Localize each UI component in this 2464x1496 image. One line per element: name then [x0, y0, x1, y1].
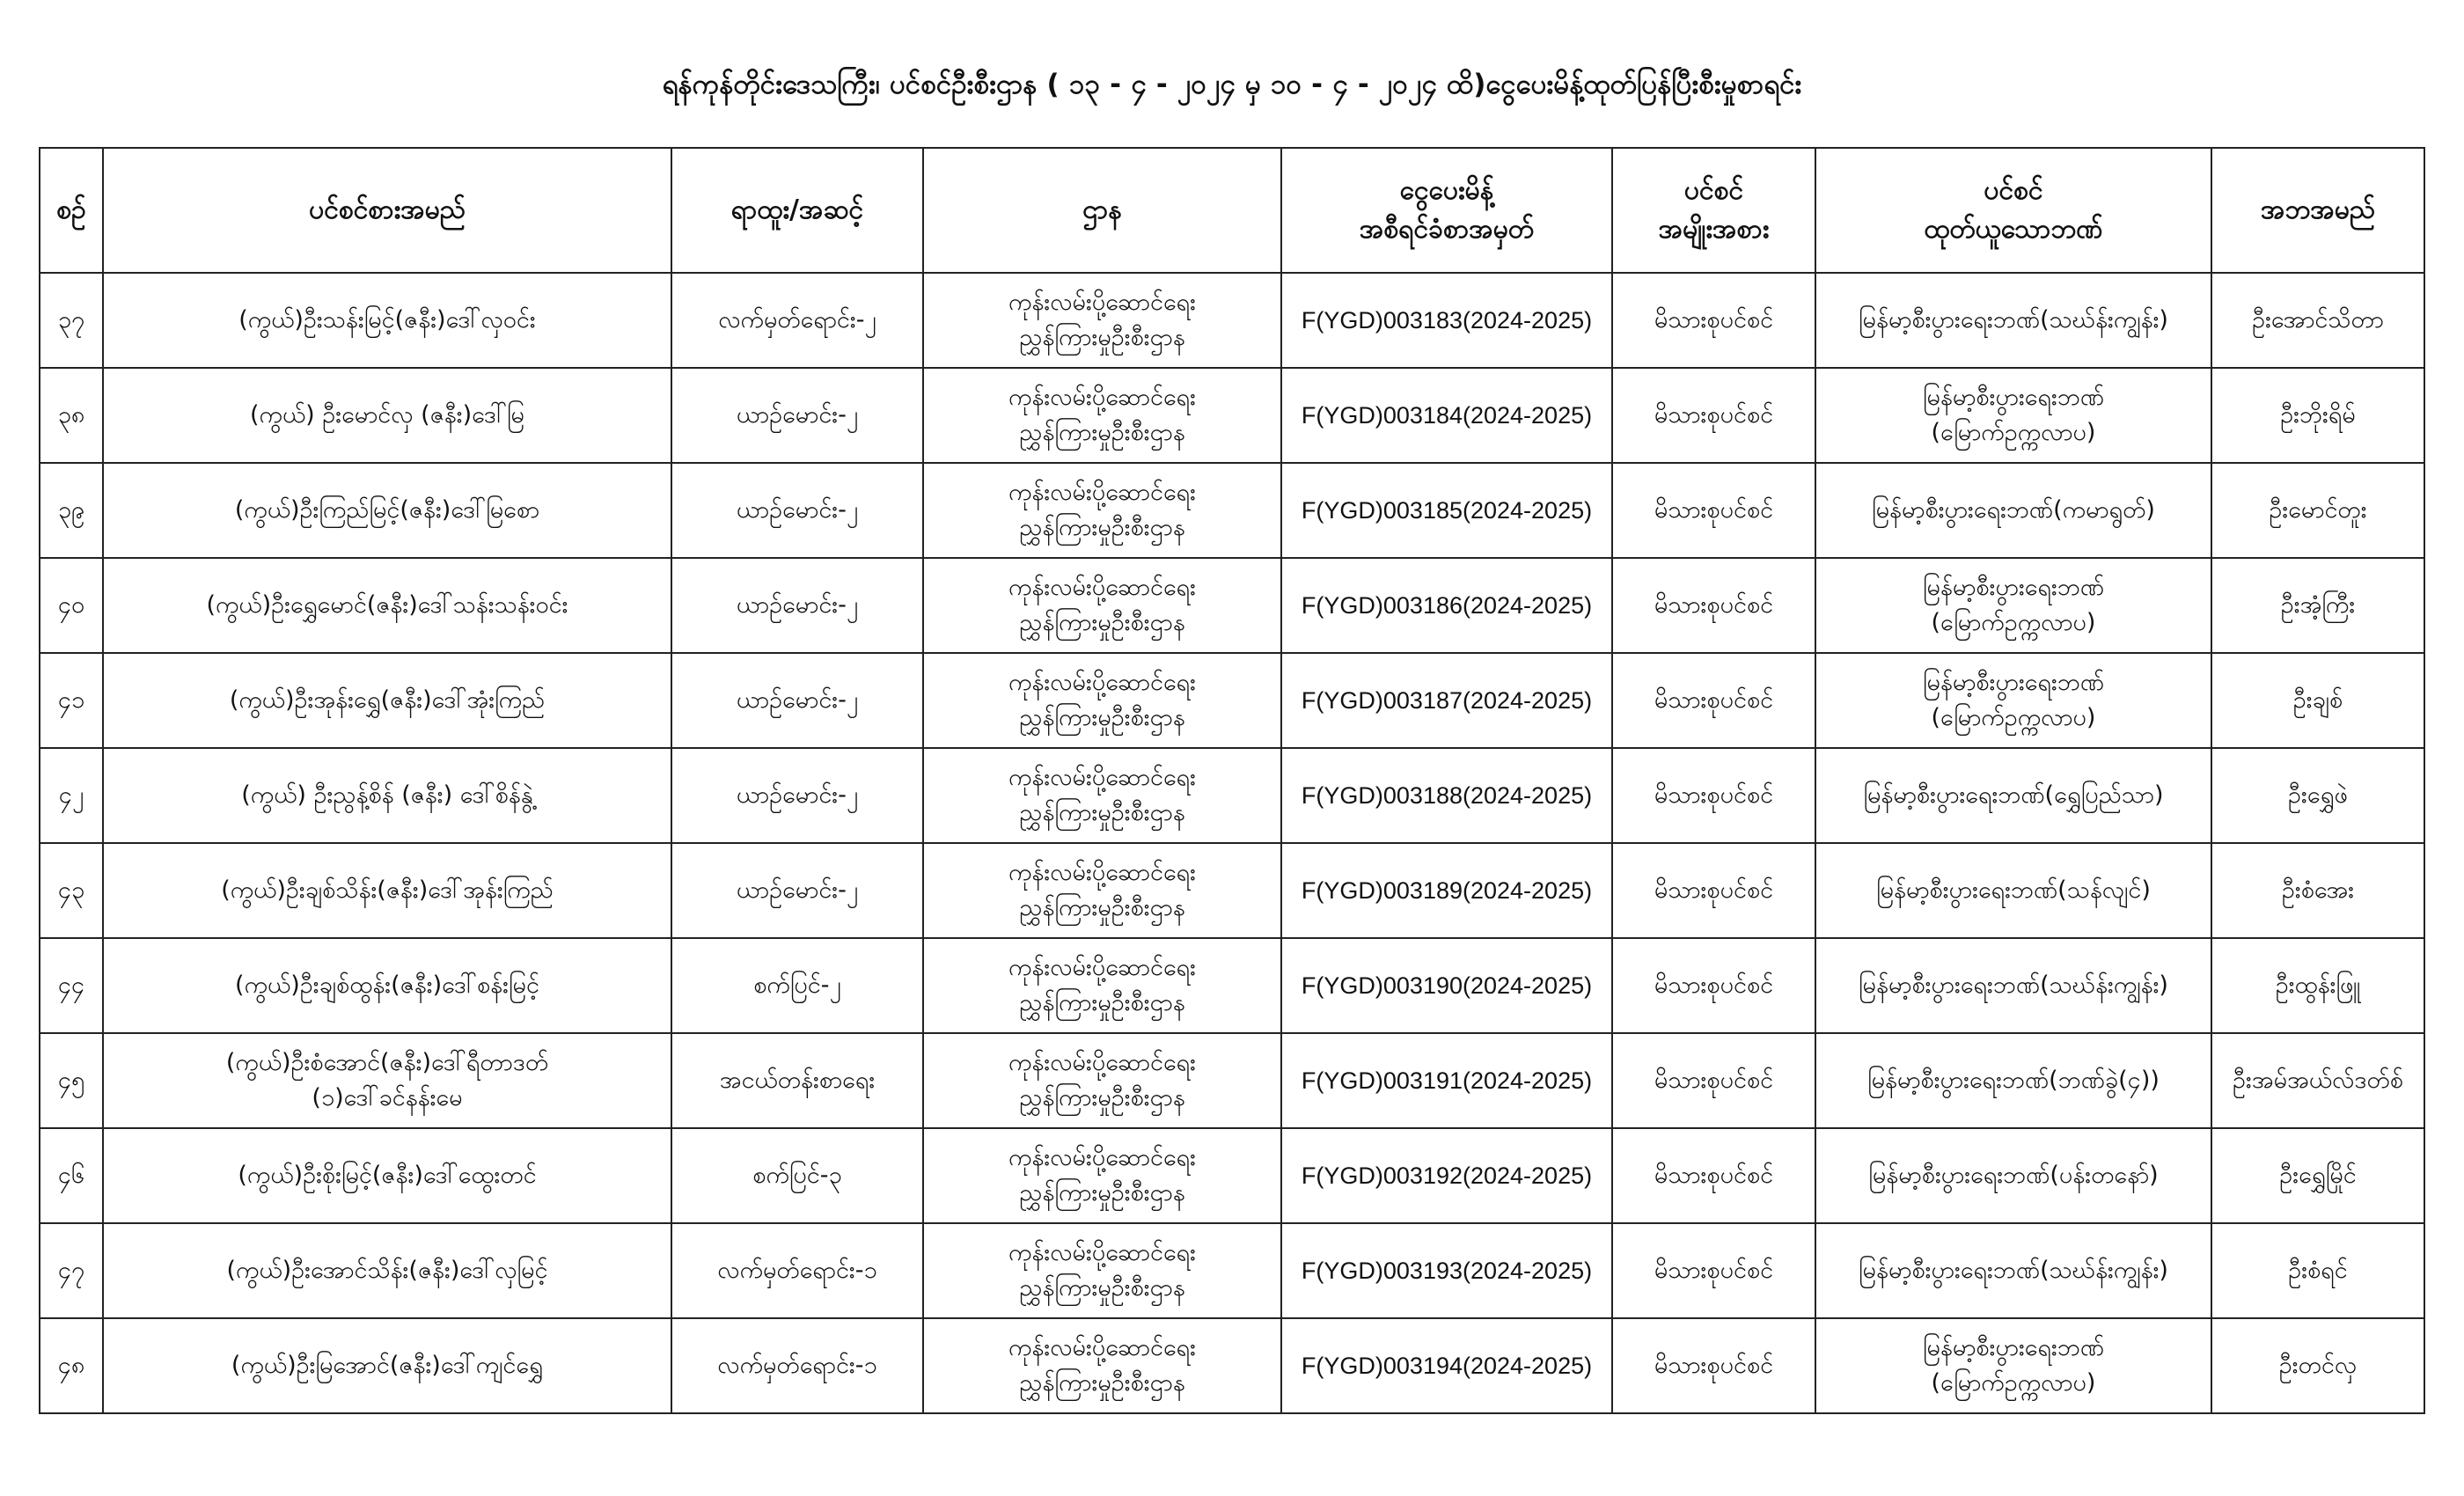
cell-department: [923, 463, 1281, 558]
cell-pension-type: မိသားစုပင်စင်: [1612, 1033, 1815, 1128]
cell-department: [923, 1223, 1281, 1318]
table-row: [40, 748, 2424, 843]
cell-bank-line1: မြန်မာ့စီးပွားရေးဘဏ်(သန်လျင်): [1876, 876, 2151, 904]
cell-no: ၃၇: [40, 273, 103, 368]
cell-department-line1: ကုန်းလမ်းပို့ဆောင်ရေး: [1008, 479, 1197, 506]
header-pension-type-line1: ပင်စင်: [1683, 175, 1744, 206]
cell-pension-type: မိသားစုပင်စင်: [1612, 558, 1815, 653]
cell-father: ဦးရွှေဖဲ: [2211, 748, 2424, 843]
cell-rank: လက်မှတ်ရောင်း-၂: [671, 273, 923, 368]
cell-rank: လက်မှတ်ရောင်း-၁: [671, 1318, 923, 1413]
cell-pension-type: မိသားစုပင်စင်: [1612, 1318, 1815, 1413]
cell-father: ဦးချစ်: [2211, 653, 2424, 748]
cell-father: ဦးဘိုးရိမ်: [2211, 368, 2424, 463]
cell-bank-line2: (မြောက်ဥက္ကလာပ): [1931, 704, 2096, 731]
cell-rank: စက်ပြင်-၂: [671, 938, 923, 1033]
cell-payment-order: F(YGD)003185(2024-2025): [1281, 463, 1612, 558]
cell-no: ၃၈: [40, 368, 103, 463]
cell-bank-line2: (မြောက်ဥက္ကလာပ): [1931, 1369, 2096, 1397]
cell-name-line1: (ကွယ်)ဦးစံအောင်(ဇနီး)ဒေါ်ရီတာဒတ်: [225, 1049, 549, 1076]
cell-father: ဦးအောင်သိတာ: [2211, 273, 2424, 368]
table-row: [40, 938, 2424, 1033]
cell-department-line2: ညွှန်ကြားမှုဦးစီးဌာန: [1019, 894, 1185, 921]
cell-name: [103, 653, 671, 748]
cell-bank-line1: မြန်မာ့စီးပွားရေးဘဏ်(ဘဏ်ခွဲ(၄)): [1867, 1067, 2160, 1094]
cell-name-line1: (ကွယ်)ဦးရွှေမောင်(ဇနီး)ဒေါ်သန်းသန်းဝင်း: [206, 591, 568, 619]
cell-payment-order: F(YGD)003186(2024-2025): [1281, 558, 1612, 653]
cell-father: ဦးအမ်အယ်လ်ဒတ်စ်: [2211, 1033, 2424, 1128]
cell-department: [923, 748, 1281, 843]
cell-name-line1: (ကွယ်)ဦးသန်းမြင့်(ဇနီး)ဒေါ်လှဝင်း: [238, 306, 536, 334]
cell-department: [923, 558, 1281, 653]
cell-name: [103, 1128, 671, 1223]
cell-no: ၄၈: [40, 1318, 103, 1413]
table-body: [40, 273, 2424, 1413]
cell-department-line1: ကုန်းလမ်းပို့ဆောင်ရေး: [1008, 574, 1197, 601]
cell-department: [923, 843, 1281, 938]
cell-no: ၄၇: [40, 1223, 103, 1318]
cell-department-line2: ညွှန်ကြားမှုဦးစီးဌာန: [1019, 704, 1185, 731]
header-pension-type-line2: အမျိုးအစား: [1658, 214, 1770, 245]
cell-department: [923, 653, 1281, 748]
cell-department-line2: ညွှန်ကြားမှုဦးစီးဌာန: [1019, 989, 1185, 1016]
cell-father: ဦးမောင်တူး: [2211, 463, 2424, 558]
cell-name-line2: (၁)ဒေါ်ခင်နန်းမေ: [312, 1084, 463, 1111]
cell-payment-order: F(YGD)003190(2024-2025): [1281, 938, 1612, 1033]
cell-name-line1: (ကွယ်)ဦးချစ်ထွန်း(ဇနီး)ဒေါ်စန်းမြင့်: [235, 972, 539, 999]
table-row: [40, 273, 2424, 368]
cell-department-line1: ကုန်းလမ်းပို့ဆောင်ရေး: [1008, 1239, 1197, 1266]
cell-bank: [1815, 653, 2211, 748]
cell-no: ၄၃: [40, 843, 103, 938]
table-row: [40, 843, 2424, 938]
cell-department: [923, 368, 1281, 463]
cell-pension-type: မိသားစုပင်စင်: [1612, 1223, 1815, 1318]
cell-name: [103, 938, 671, 1033]
cell-rank: ယာဉ်မောင်း-၂: [671, 653, 923, 748]
table-row: [40, 558, 2424, 653]
cell-name-line1: (ကွယ်)ဦးအုန်းရွှေ(ဇနီး)ဒေါ်အုံးကြည်: [229, 686, 546, 714]
header-department: ဌာန: [923, 148, 1281, 273]
cell-pension-type: မိသားစုပင်စင်: [1612, 463, 1815, 558]
cell-bank: [1815, 1033, 2211, 1128]
cell-department-line2: ညွှန်ကြားမှုဦးစီးဌာန: [1019, 799, 1185, 826]
table-row: [40, 1318, 2424, 1413]
cell-rank: ယာဉ်မောင်း-၂: [671, 463, 923, 558]
cell-no: ၃၉: [40, 463, 103, 558]
cell-bank: [1815, 273, 2211, 368]
cell-payment-order: F(YGD)003194(2024-2025): [1281, 1318, 1612, 1413]
cell-name: [103, 1318, 671, 1413]
cell-rank: ယာဉ်မောင်း-၂: [671, 558, 923, 653]
cell-bank: [1815, 558, 2211, 653]
table-row: [40, 1223, 2424, 1318]
cell-rank: ယာဉ်မောင်း-၂: [671, 748, 923, 843]
cell-no: ၄၆: [40, 1128, 103, 1223]
header-bank-line2: ထုတ်ယူသောဘဏ်: [1924, 214, 2103, 245]
header-father: အဘအမည်: [2211, 148, 2424, 273]
cell-father: ဦးစံရင်: [2211, 1223, 2424, 1318]
cell-pension-type: မိသားစုပင်စင်: [1612, 653, 1815, 748]
cell-name: [103, 463, 671, 558]
cell-name-line1: (ကွယ်) ဦးမောင်လှ (ဇနီး)ဒေါ်မြ: [250, 401, 524, 429]
cell-department-line1: ကုန်းလမ်းပို့ဆောင်ရေး: [1008, 1144, 1197, 1171]
cell-payment-order: F(YGD)003191(2024-2025): [1281, 1033, 1612, 1128]
cell-rank: ယာဉ်မောင်း-၂: [671, 843, 923, 938]
cell-no: ၄၂: [40, 748, 103, 843]
cell-rank: အငယ်တန်းစာရေး: [671, 1033, 923, 1128]
header-no: စဉ်: [40, 148, 103, 273]
page-title: ရန်ကုန်တိုင်းဒေသကြီး၊ ပင်စင်ဦးစီးဌာန ( ၁၃ - ၄ - ၂၀၂၄ မှ ၁၀ - ၄ - ၂၀၂၄ ထိ)ငွေပေးမိန့်ထုတ်ပြန်ပြီးစီးမှုစာရင်း: [662, 69, 1802, 100]
cell-department-line2: ညွှန်ကြားမှုဦးစီးဌာန: [1019, 419, 1185, 446]
header-pension-type: [1612, 148, 1815, 273]
header-bank-line1: ပင်စင်: [1984, 175, 2043, 206]
cell-name: [103, 1223, 671, 1318]
cell-payment-order: F(YGD)003192(2024-2025): [1281, 1128, 1612, 1223]
cell-pension-type: မိသားစုပင်စင်: [1612, 843, 1815, 938]
cell-department: [923, 1033, 1281, 1128]
cell-name-line1: (ကွယ်) ဦးညွန့်စိန် (ဇနီး) ဒေါ်စိန်နွဲ့: [241, 781, 533, 809]
cell-bank: [1815, 748, 2211, 843]
cell-father: ဦးစံအေး: [2211, 843, 2424, 938]
cell-bank: [1815, 463, 2211, 558]
cell-bank-line1: မြန်မာ့စီးပွားရေးဘဏ်(သဃ်န်းကျွန်း): [1859, 1257, 2168, 1284]
cell-bank-line1: မြန်မာ့စီးပွားရေးဘဏ်(သဃ်န်းကျွန်း): [1859, 972, 2168, 999]
cell-name: [103, 748, 671, 843]
cell-pension-type: မိသားစုပင်စင်: [1612, 748, 1815, 843]
cell-bank-line1: မြန်မာ့စီးပွားရေးဘဏ်(ပန်းတနော်): [1868, 1162, 2159, 1189]
cell-pension-type: မိသားစုပင်စင်: [1612, 273, 1815, 368]
cell-department-line1: ကုန်းလမ်းပို့ဆောင်ရေး: [1008, 954, 1197, 981]
header-row: [40, 148, 2424, 273]
cell-no: ၄၁: [40, 653, 103, 748]
cell-rank: လက်မှတ်ရောင်း-၁: [671, 1223, 923, 1318]
cell-bank-line1: မြန်မာ့စီးပွားရေးဘဏ်(ကမာရွတ်): [1872, 496, 2155, 524]
cell-bank-line2: (မြောက်ဥက္ကလာပ): [1931, 419, 2096, 446]
cell-department-line2: ညွှန်ကြားမှုဦးစီးဌာန: [1019, 1274, 1185, 1302]
cell-payment-order: F(YGD)003188(2024-2025): [1281, 748, 1612, 843]
cell-bank: [1815, 1223, 2211, 1318]
cell-bank-line1: မြန်မာ့စီးပွားရေးဘဏ်(သဃ်န်းကျွန်း): [1859, 306, 2168, 334]
cell-father: ဦးရွှေမြိုင်: [2211, 1128, 2424, 1223]
header-rank: ရာထူး/အဆင့်: [671, 148, 923, 273]
header-payment-order-line2: အစီရင်ခံစာအမှတ်: [1359, 214, 1535, 245]
cell-no: ၄၀: [40, 558, 103, 653]
cell-name-line1: (ကွယ်)ဦးအောင်သိန်း(ဇနီး)ဒေါ်လှမြင့်: [226, 1257, 548, 1284]
table-row: [40, 653, 2424, 748]
cell-bank: [1815, 1318, 2211, 1413]
cell-bank-line1: မြန်မာ့စီးပွားရေးဘဏ်: [1922, 669, 2105, 696]
cell-department-line1: ကုန်းလမ်းပို့ဆောင်ရေး: [1008, 1334, 1197, 1361]
cell-name: [103, 843, 671, 938]
header-payment-order-line1: ငွေပေးမိန့်: [1399, 175, 1494, 206]
cell-father: ဦးတင်လှ: [2211, 1318, 2424, 1413]
header-payment-order: [1281, 148, 1612, 273]
cell-department-line2: ညွှန်ကြားမှုဦးစီးဌာန: [1019, 1369, 1185, 1397]
cell-payment-order: F(YGD)003183(2024-2025): [1281, 273, 1612, 368]
cell-rank: ယာဉ်မောင်း-၂: [671, 368, 923, 463]
cell-department: [923, 1318, 1281, 1413]
cell-name: [103, 368, 671, 463]
table-row: [40, 368, 2424, 463]
cell-department-line1: ကုန်းလမ်းပို့ဆောင်ရေး: [1008, 764, 1197, 791]
cell-payment-order: F(YGD)003184(2024-2025): [1281, 368, 1612, 463]
header-bank: [1815, 148, 2211, 273]
cell-bank-line1: မြန်မာ့စီးပွားရေးဘဏ်: [1922, 1334, 2105, 1361]
cell-pension-type: မိသားစုပင်စင်: [1612, 368, 1815, 463]
cell-department-line2: ညွှန်ကြားမှုဦးစီးဌာန: [1019, 1084, 1185, 1111]
cell-bank: [1815, 1128, 2211, 1223]
cell-department: [923, 1128, 1281, 1223]
table-row: [40, 1033, 2424, 1128]
table-row: [40, 1128, 2424, 1223]
cell-payment-order: F(YGD)003193(2024-2025): [1281, 1223, 1612, 1318]
pension-table: [39, 147, 2425, 1414]
cell-department-line1: ကုန်းလမ်းပို့ဆောင်ရေး: [1008, 669, 1197, 696]
cell-department-line1: ကုန်းလမ်းပို့ဆောင်ရေး: [1008, 289, 1197, 316]
cell-father: ဦးအံ့ကြီး: [2211, 558, 2424, 653]
cell-no: ၄၄: [40, 938, 103, 1033]
cell-department-line1: ကုန်းလမ်းပို့ဆောင်ရေး: [1008, 1049, 1197, 1076]
cell-bank-line1: မြန်မာ့စီးပွားရေးဘဏ်: [1922, 384, 2105, 411]
cell-name: [103, 558, 671, 653]
cell-father: ဦးထွန်းဖြူ: [2211, 938, 2424, 1033]
cell-department-line1: ကုန်းလမ်းပို့ဆောင်ရေး: [1008, 384, 1197, 411]
cell-department-line2: ညွှန်ကြားမှုဦးစီးဌာန: [1019, 514, 1185, 541]
header-name: ပင်စင်စားအမည်: [103, 148, 671, 273]
table-row: [40, 463, 2424, 558]
cell-department-line2: ညွှန်ကြားမှုဦးစီးဌာန: [1019, 324, 1185, 351]
cell-rank: စက်ပြင်-၃: [671, 1128, 923, 1223]
cell-payment-order: F(YGD)003189(2024-2025): [1281, 843, 1612, 938]
cell-name: [103, 1033, 671, 1128]
cell-name-line1: (ကွယ်)ဦးမြအောင်(ဇနီး)ဒေါ်ကျင်ရွှေ: [231, 1352, 544, 1379]
cell-no: ၄၅: [40, 1033, 103, 1128]
cell-pension-type: မိသားစုပင်စင်: [1612, 1128, 1815, 1223]
cell-bank: [1815, 368, 2211, 463]
cell-bank: [1815, 843, 2211, 938]
cell-name-line1: (ကွယ်)ဦးကြည်မြင့်(ဇနီး)ဒေါ်မြစော: [234, 496, 540, 524]
cell-bank-line1: မြန်မာ့စီးပွားရေးဘဏ်: [1922, 574, 2105, 601]
cell-department-line1: ကုန်းလမ်းပို့ဆောင်ရေး: [1008, 859, 1197, 886]
cell-bank-line2: (မြောက်ဥက္ကလာပ): [1931, 609, 2096, 636]
cell-pension-type: မိသားစုပင်စင်: [1612, 938, 1815, 1033]
cell-department-line2: ညွှန်ကြားမှုဦးစီးဌာန: [1019, 609, 1185, 636]
cell-department: [923, 273, 1281, 368]
cell-payment-order: F(YGD)003187(2024-2025): [1281, 653, 1612, 748]
cell-name-line1: (ကွယ်)ဦးချစ်သိန်း(ဇနီး)ဒေါ်အုန်းကြည်: [221, 876, 554, 904]
cell-department-line2: ညွှန်ကြားမှုဦးစီးဌာန: [1019, 1179, 1185, 1206]
cell-name: [103, 273, 671, 368]
cell-department: [923, 938, 1281, 1033]
cell-bank-line1: မြန်မာ့စီးပွားရေးဘဏ်(ရွှေပြည်သာ): [1863, 781, 2164, 809]
cell-bank: [1815, 938, 2211, 1033]
cell-name-line1: (ကွယ်)ဦးစိုးမြင့်(ဇနီး)ဒေါ်ထွေးတင်: [238, 1162, 537, 1189]
